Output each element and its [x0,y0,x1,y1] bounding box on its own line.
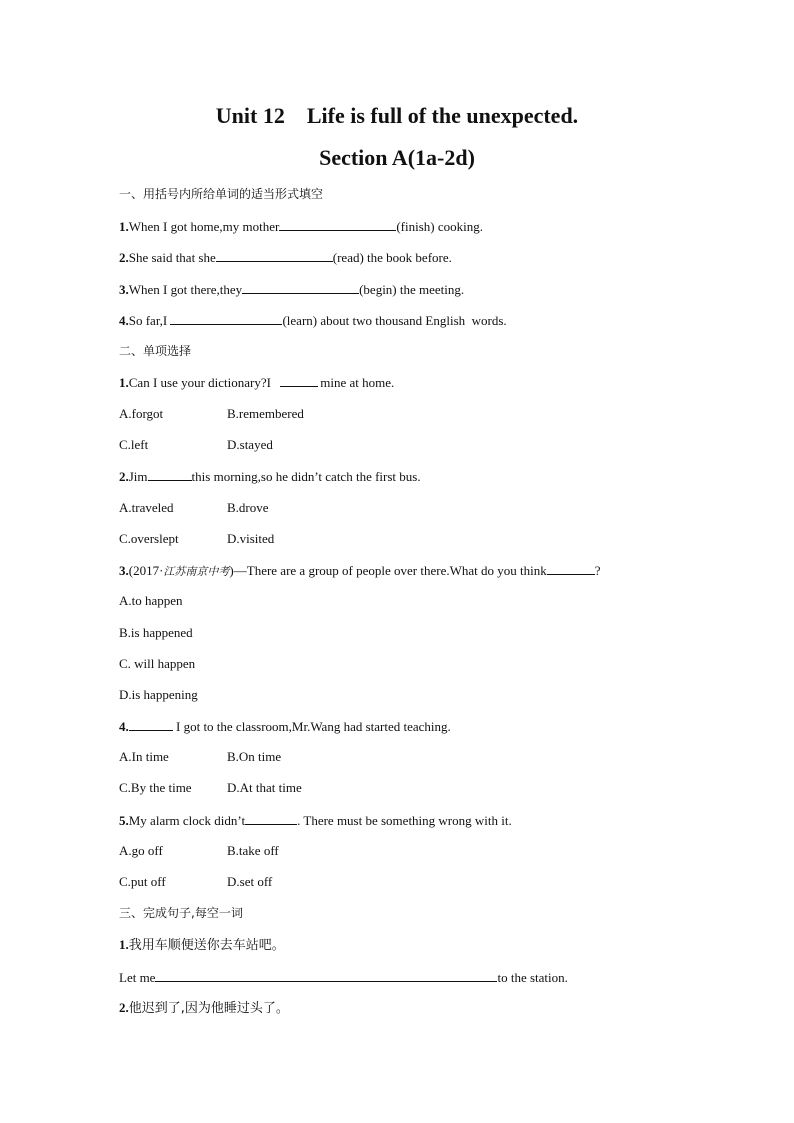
section3-heading: 三、完成句子,每空一词 [119,906,243,920]
s2-question-3 [119,562,601,580]
question-text: this morning,so he didn’t catch the first bus. [191,469,421,484]
s1-question-2 [119,249,452,266]
question-text: When I got there,they [128,282,243,297]
question-text: When I got home,my mother [128,219,280,234]
chinese-prompt: 我用车顺便送你去车站吧。 [128,938,285,953]
s1-question-1 [119,218,483,235]
answer-blank[interactable] [547,562,595,575]
question-number: 1. [119,375,129,390]
option-d[interactable]: D.set off [227,874,273,889]
answer-blank[interactable] [279,218,396,231]
question-number: 3. [119,282,129,297]
option-b[interactable]: B.is happened [119,625,193,640]
page-subtitle: Section A(1a-2d) [319,145,475,170]
question-text: Jim [128,469,148,484]
question-number: 2. [119,1000,129,1015]
answer-blank[interactable] [148,468,192,481]
question-number: 1. [119,219,129,234]
option-a[interactable]: A.forgot [119,406,164,421]
answer-blank[interactable] [129,718,173,731]
answer-blank[interactable] [216,249,333,262]
option-d[interactable]: D.visited [227,531,275,546]
s1-question-4 [119,312,507,329]
question-source-prefix: (2017· [128,563,164,578]
question-number: 1. [119,937,129,952]
option-a[interactable]: A.In time [119,749,169,764]
option-d[interactable]: D.is happening [119,687,198,702]
s1-question-3 [119,281,464,298]
question-text: (learn) about two thousand English words. [282,313,507,328]
question-text: )—There are a group of people over there.What do you think [229,563,547,578]
s2-question-4 [119,718,451,735]
s3-answer-line-1 [119,969,568,986]
s2-question-5 [119,812,512,829]
option-c[interactable]: C.left [119,437,149,452]
question-text: . There must be something wrong with it. [297,813,512,828]
page-title: Unit 12 Life is full of the unexpected. [215,103,579,128]
s3-question-2 [119,1000,289,1017]
question-text: (read) the book before. [332,250,452,265]
option-b[interactable]: B.drove [227,500,269,515]
s2-question-1 [119,374,394,391]
option-c[interactable]: C.put off [119,874,166,889]
option-b[interactable]: B.On time [227,749,282,764]
question-text: So far,I [128,313,171,328]
option-a[interactable]: A.go off [119,843,163,858]
question-text: I got to the classroom,Mr.Wang had started teaching. [172,719,451,734]
s3-question-1 [119,937,285,954]
option-c[interactable]: C. will happen [119,656,196,671]
question-text: She said that she [128,250,216,265]
question-text: mine at home. [320,375,395,390]
option-a[interactable]: A.traveled [119,500,174,515]
question-number: 4. [119,313,129,328]
option-b[interactable]: B.take off [227,843,279,858]
option-d[interactable]: D.At that time [227,780,302,795]
option-a[interactable]: A.to happen [119,593,183,608]
option-c[interactable]: C.overslept [119,531,179,546]
question-source: 江苏南京中考 [163,565,230,578]
answer-blank[interactable] [245,812,297,825]
question-text: Can I use your dictionary?I [128,375,275,390]
sentence-end: to the station. [497,970,568,985]
answer-blank[interactable] [242,281,359,294]
option-d[interactable]: D.stayed [227,437,273,452]
question-text: (finish) cooking. [396,219,483,234]
chinese-prompt: 他迟到了,因为他睡过头了。 [128,1001,289,1016]
answer-blank[interactable] [170,312,282,325]
answer-blank[interactable] [155,969,497,982]
option-b[interactable]: B.remembered [227,406,304,421]
option-c[interactable]: C.By the time [119,780,192,795]
question-number: 3. [119,563,129,578]
question-text: ? [594,563,601,578]
question-text: My alarm clock didn’t [128,813,246,828]
sentence-start: Let me [119,970,156,985]
question-number: 5. [119,813,129,828]
answer-blank[interactable] [280,374,318,387]
question-text: (begin) the meeting. [359,282,465,297]
s2-question-2 [119,468,421,485]
section2-heading: 二、单项选择 [119,344,192,358]
question-number: 2. [119,250,129,265]
question-number: 4. [119,719,129,734]
question-number: 2. [119,469,129,484]
section1-heading: 一、用括号内所给单词的适当形式填空 [119,187,324,201]
